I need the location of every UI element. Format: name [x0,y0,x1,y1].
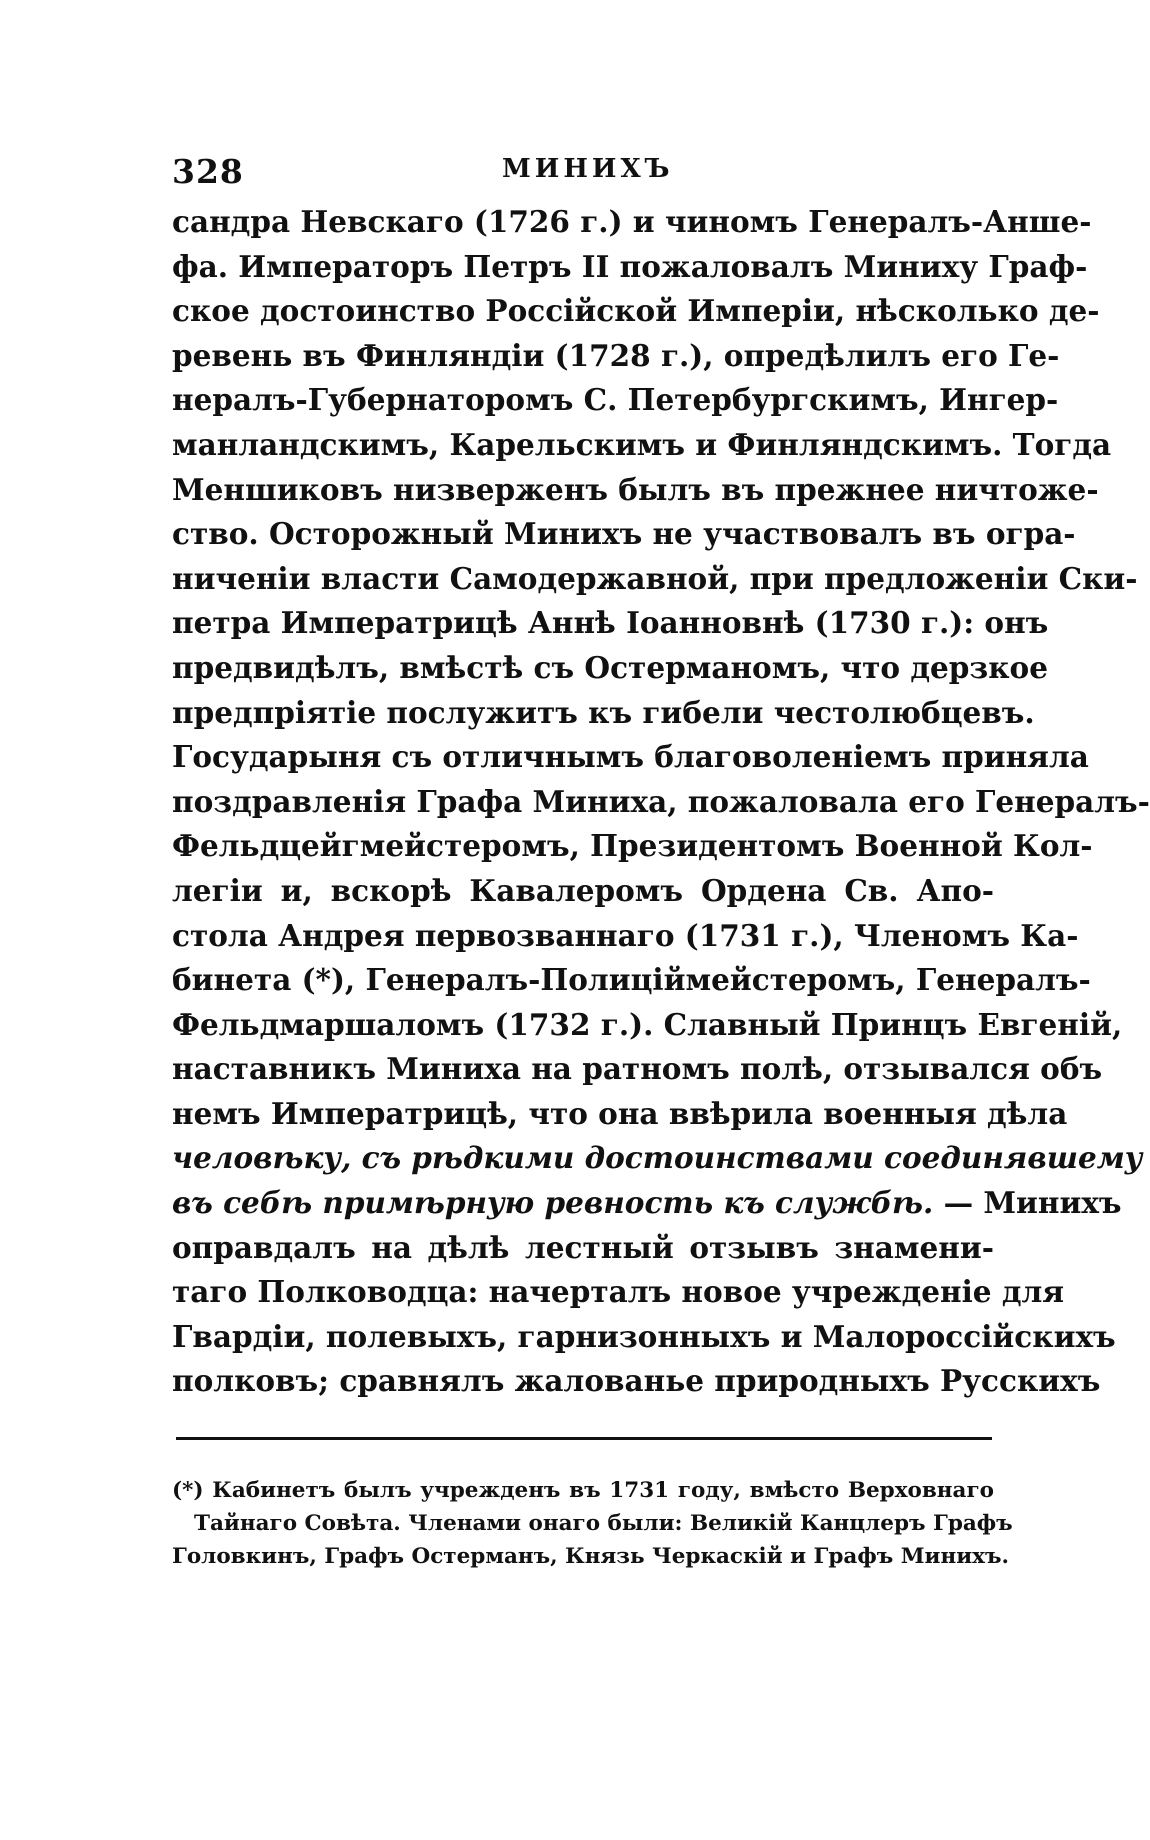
text-line: ревень въ Финляндіи (1728 г.), опредѣлилъ его Ге- [172,337,1060,373]
text-line: Фельдцейгмейстеромъ, Президентомъ Военной Кол- [172,828,1093,864]
text-line: легіи и, вскорѣ Кавалеромъ Ордена Св. Апо- [172,872,994,908]
page-header [172,152,992,192]
mixed-text-line [172,1181,1122,1226]
text-line: Фельдмаршаломъ (1732 г.). Славный Принцъ Евгеній, [172,1006,1123,1042]
text-line: ское достоинство Россійской Имперіи, нѣсколько де- [172,293,1100,329]
text-line: предпріятіе послужитъ къ гибели честолюбцевъ. [172,694,1035,730]
text-line: манландскимъ, Карельскимъ и Финляндскимъ. Тогда [172,426,1112,462]
footnote [172,1474,1013,1573]
text-line: поздравленія Графа Миниха, пожаловала его Генералъ- [172,783,1150,819]
italic-text-line: человѣку, съ рѣдкими достоинствами соединявшему [172,1140,1143,1176]
text-line: Меншиковъ низверженъ былъ въ прежнее ничтоже- [172,471,1099,507]
footnote-line: (*) Кабинетъ былъ учрежденъ въ 1731 году, вмѣсто Верховнаго [172,1478,994,1503]
text-line: стола Андрея первозваннаго (1731 г.), Членомъ Ка- [172,917,1079,953]
footnote-line: Тайнаго Совѣта. Членами онаго были: Великій Канцлеръ Графъ [194,1511,1013,1536]
text-line: полковъ; сравнялъ жалованье природныхъ Русскихъ [172,1363,1101,1399]
page-number: 328 [172,152,244,191]
text-line: бинета (*), Генералъ-Полицiймейстеромъ, Генералъ- [172,962,1091,998]
main-text [172,200,1150,1404]
text-line: нералъ-Губернаторомъ С. Петербургскимъ, Ингер- [172,382,1059,418]
text-line: петра Императрицѣ Аннѣ Іоанновнѣ (1730 г.): онъ [172,605,1049,641]
text-line: наставникъ Миниха на ратномъ полѣ, отзывался объ [172,1051,1103,1087]
text-line: немъ Императрицѣ, что она ввѣрила военныя дѣла [172,1095,1068,1131]
text-line: Государыня съ отличнымъ благоволеніемъ приняла [172,739,1089,775]
text-line: ниченіи власти Самодержавной, при предложеніи Ски- [172,560,1138,596]
text-line: предвидѣлъ, вмѣстѣ съ Остерманомъ, что дерзкое [172,649,1048,685]
footnote-divider [176,1437,992,1440]
text-line: фа. Императоръ Петръ II пожаловалъ Миниху Граф- [172,248,1088,284]
italic-quote: въ себѣ примѣрную ревность къ службѣ. [172,1185,934,1221]
text-line: Гвардіи, полевыхъ, гарнизонныхъ и Малороссійскихъ [172,1318,1116,1354]
footnote-line: Головкинъ, Графъ Остерманъ, Князь Черкаскій и Графъ Минихъ. [172,1544,1009,1569]
text-fragment: — Минихъ [933,1185,1122,1221]
text-line: сандра Невскаго (1726 г.) и чиномъ Генералъ-Аншe- [172,204,1092,239]
text-line: оправдалъ на дѣлѣ лестный отзывъ знамени- [172,1229,994,1265]
text-line: таго Полководца: начерталъ новое учрежденіе для [172,1274,1065,1310]
text-line: ство. Осторожный Минихъ не участвовалъ въ огра- [172,516,1076,552]
running-head: МИНИХЪ [502,154,674,184]
